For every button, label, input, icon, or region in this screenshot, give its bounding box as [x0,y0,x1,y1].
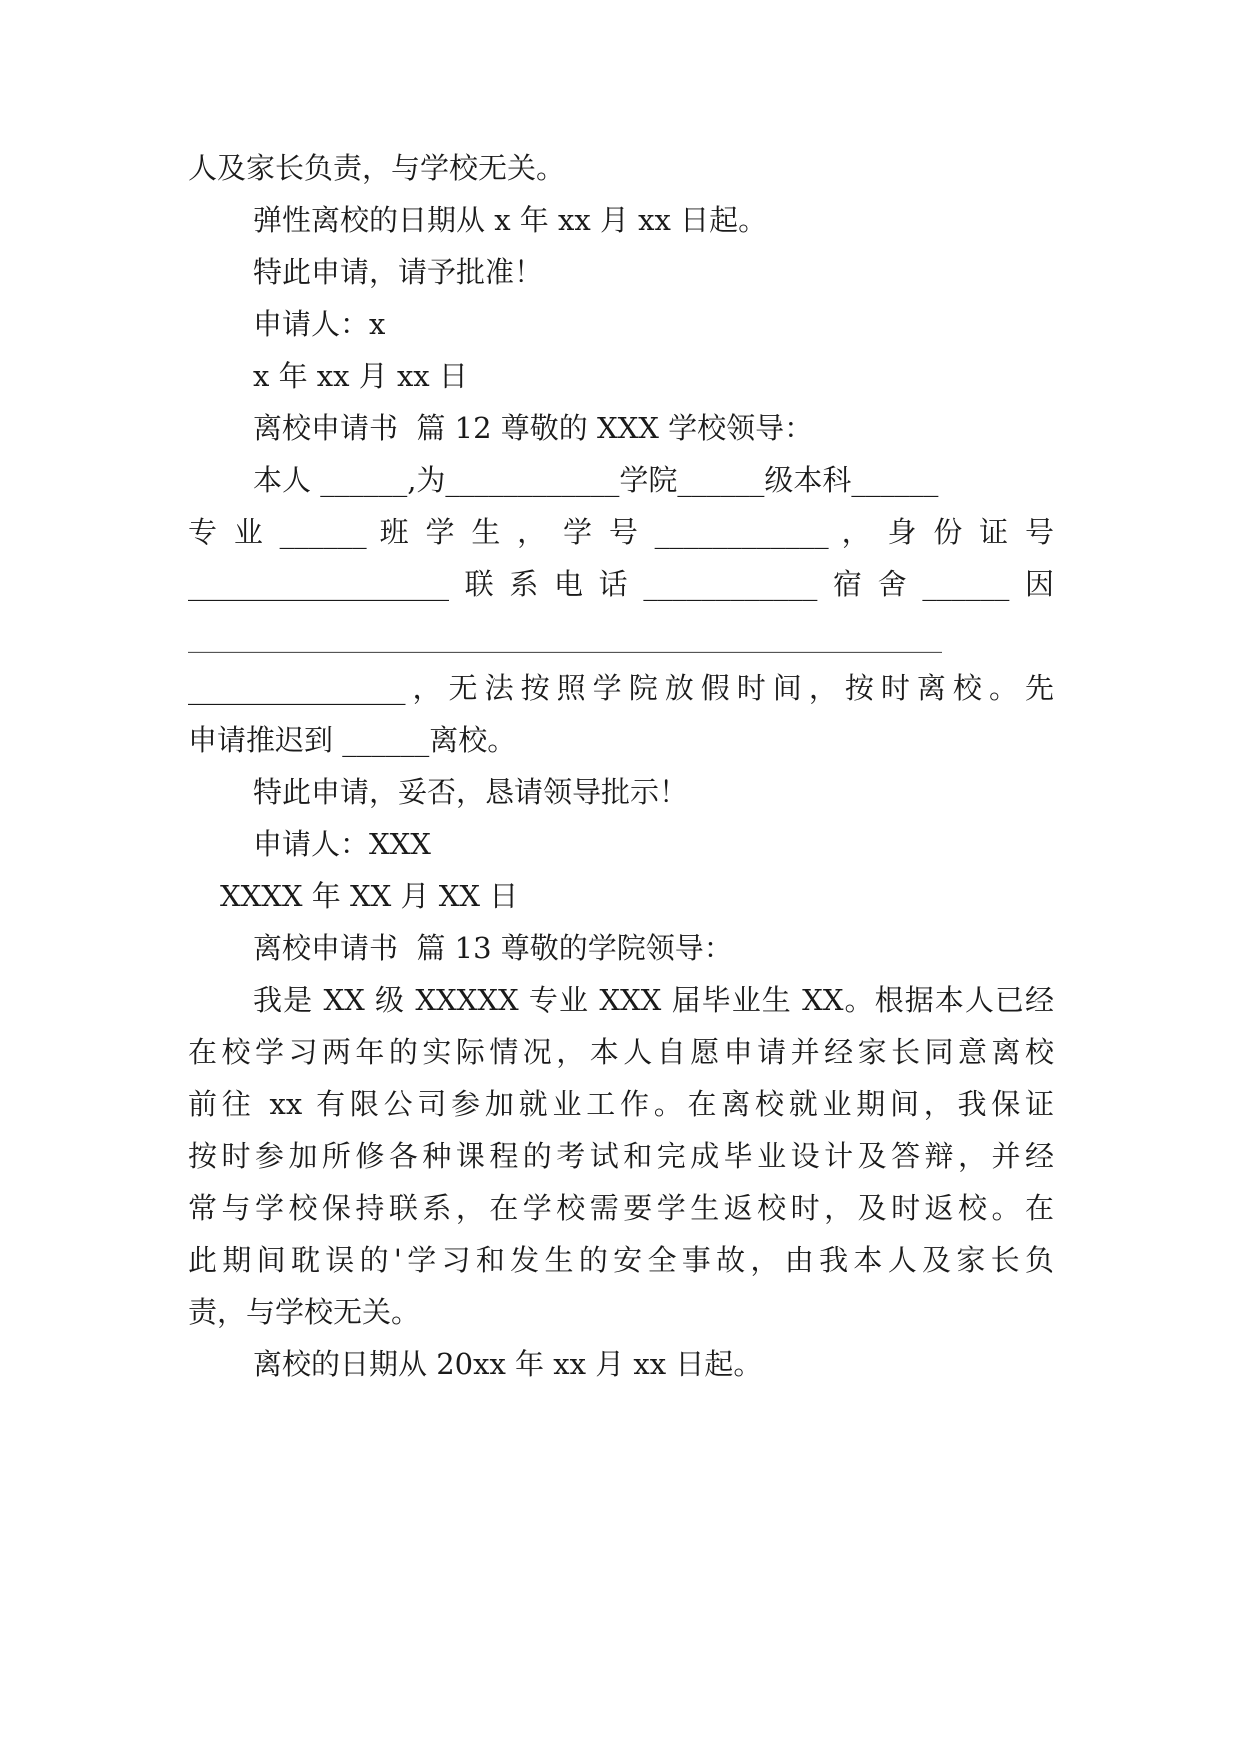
form-line: _______________，无法按照学院放假时间，按时离校。先 [188,671,1054,705]
section-heading-13: 离校申请书 篇 13 尊敬的学院领导： [253,931,733,965]
text-line: 申请推迟到 ______离校。 [188,723,517,757]
paragraph-line: 常与学校保持联系，在学校需要学生返校时，及时返校。在 [188,1191,1054,1225]
paragraph-line: 在校学习两年的实际情况，本人自愿申请并经家长同意离校 [188,1035,1054,1069]
form-line: __________________联系电话____________宿舍______因 [188,567,1054,601]
paragraph-line: 责，与学校无关。 [188,1295,421,1329]
form-line: 本人 ______,为____________学院______级本科______ [253,463,939,497]
paragraph-line: 此期间耽误的'学习和发生的安全事故，由我本人及家长负 [188,1243,1054,1277]
text-line: 申请人：x [253,307,386,341]
signature-line: 申请人：XXX [253,827,431,861]
paragraph-line: 我是 XX 级 XXXXX 专业 XXX 届毕业生 XX。根据本人已经 [253,983,1054,1017]
text-line: 特此申请，请予批准！ [253,255,544,289]
paragraph-line: 按时参加所修各种课程的考试和完成毕业设计及答辩，并经 [188,1139,1054,1173]
text-line: 特此申请，妥否，恳请领导批示！ [253,775,689,809]
text-line: x 年 xx 月 xx 日 [253,359,468,393]
text-line: 人及家长负责，与学校无关。 [188,151,566,185]
text-line: 弹性离校的日期从 x 年 xx 月 xx 日起。 [253,203,768,237]
form-line: 专 业 ______ 班 学 生 ， 学 号 ____________ ， 身 份 证 号 [188,515,1054,549]
date-line: XXXX 年 XX 月 XX 日 [220,879,519,913]
blank-line: ____________________________________________________ [188,619,942,653]
section-heading-12: 离校申请书 篇 12 尊敬的 XXX 学校领导： [253,411,814,445]
paragraph-line: 前往 xx 有限公司参加就业工作。在离校就业期间，我保证 [188,1087,1054,1121]
text-line: 离校的日期从 20xx 年 xx 月 xx 日起。 [253,1347,763,1381]
